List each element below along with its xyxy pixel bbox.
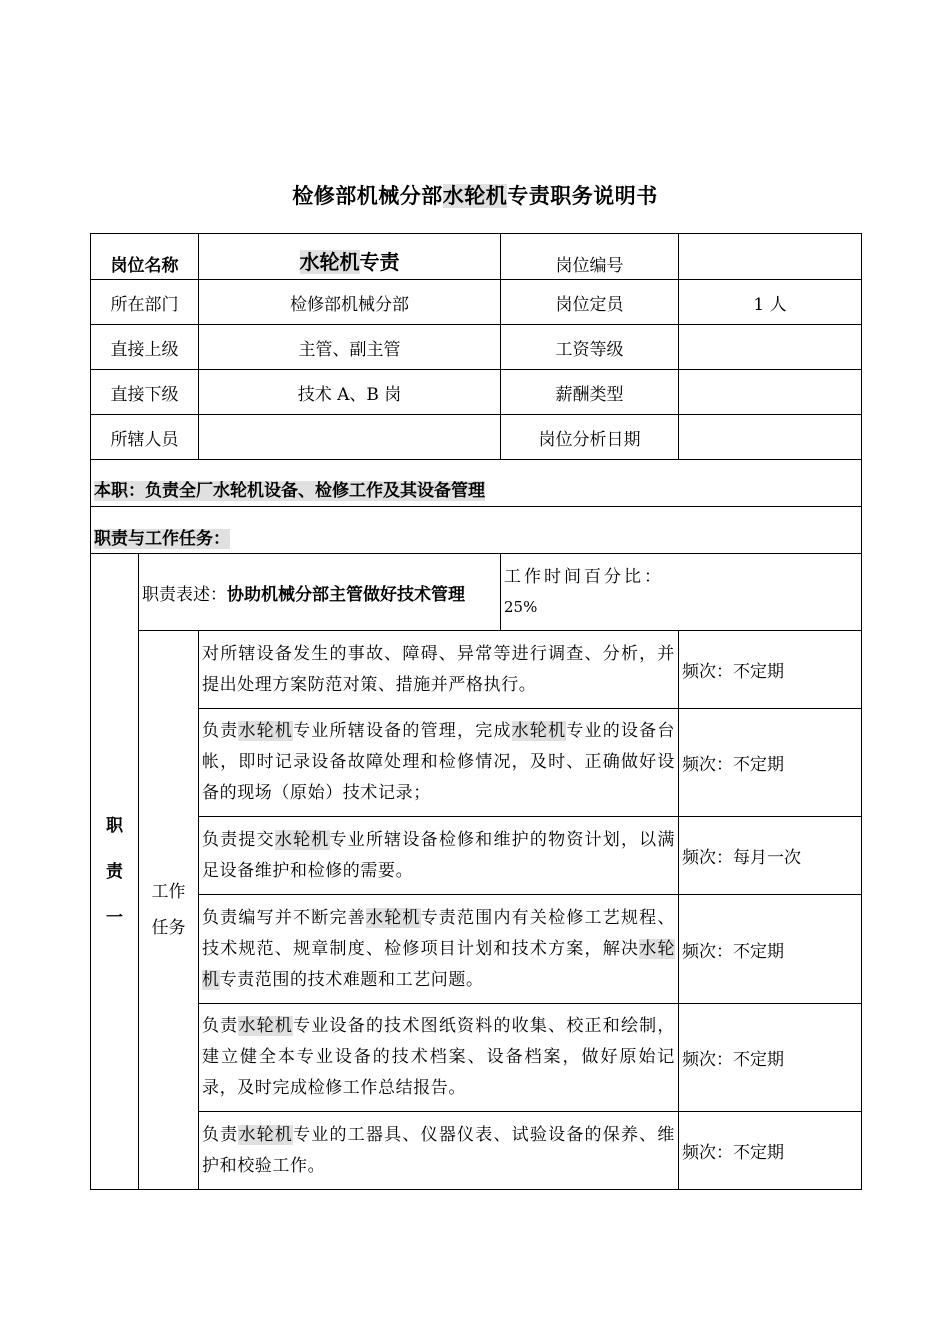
superior-value: 主管、副主管 <box>199 325 501 370</box>
job-description-table <box>90 233 862 1190</box>
code-value <box>679 234 862 280</box>
task-text-6 <box>199 1112 679 1190</box>
task-highlight: 水轮机 <box>238 1016 294 1036</box>
staff-label: 所辖人员 <box>91 415 199 460</box>
task-side-label <box>139 631 199 1190</box>
task-highlight: 水轮机 <box>238 1124 294 1145</box>
duty1-pct-label: 工作时间百分比： <box>504 567 664 587</box>
duty1-pct <box>501 554 862 631</box>
task-highlight: 水轮机 <box>274 829 330 850</box>
task-segment: 专业所辖设备的管理，完成 <box>293 721 512 741</box>
title-suffix: 专责职务说明书 <box>507 184 658 208</box>
duties-header-text: 职责与工作任务： <box>94 528 230 549</box>
task-row <box>91 631 862 709</box>
date-label: 岗位分析日期 <box>501 415 679 460</box>
task-row <box>91 817 862 895</box>
row-position-name <box>91 234 862 280</box>
page-title <box>0 180 950 210</box>
task-segment: 专业所辖设备检修和维护的物资计划，以满足设备维护和检修的需要。 <box>202 829 676 881</box>
duty1-side-char-2: 责 <box>106 861 123 882</box>
task-text-3 <box>199 817 679 895</box>
task-highlight: 水轮机 <box>365 907 421 928</box>
task-segment: 负责 <box>202 1016 239 1036</box>
duties-header <box>91 507 862 554</box>
task-row <box>91 1004 862 1112</box>
name-value-rest: 专责 <box>359 250 400 274</box>
code-label: 岗位编号 <box>501 234 679 280</box>
task-highlight: 水轮机 <box>511 721 567 741</box>
dept-label: 所在部门 <box>91 280 199 325</box>
headcount-value: 1 人 <box>679 280 862 325</box>
task-row <box>91 709 862 817</box>
row-duty1-desc <box>91 554 862 631</box>
row-duties-header <box>91 507 862 554</box>
duty1-side-char-1: 职 <box>106 815 123 836</box>
row-superior <box>91 325 862 370</box>
duty1-desc-value: 协助机械分部主管做好技术管理 <box>227 584 465 605</box>
task-text-2 <box>199 709 679 817</box>
task-side-line-1: 工作 <box>151 882 186 902</box>
duty1-side-label <box>91 554 139 1190</box>
name-value-highlight: 水轮机 <box>299 250 360 274</box>
task-text-5 <box>199 1004 679 1112</box>
headcount-label: 岗位定员 <box>501 280 679 325</box>
title-prefix: 检修部机械分部 <box>292 184 443 208</box>
duty1-desc <box>139 554 501 631</box>
duty-summary <box>91 460 862 507</box>
task-segment: 专业的工器具、仪器仪表、试验设备的保养、维护和校验工作。 <box>202 1124 675 1176</box>
grade-value <box>679 325 862 370</box>
grade-label: 工资等级 <box>501 325 679 370</box>
task-segment: 负责 <box>202 721 239 741</box>
task-segment: 专业设备的技术图纸资料的收集、校正和绘制，建立健全本专业设备的技术档案、设备档案，做好原始记录，及时完成检修工作总结报告。 <box>202 1016 675 1098</box>
task-segment: 专责范围的技术难题和工艺问题。 <box>219 969 484 990</box>
task-freq-5: 频次：不定期 <box>679 1004 862 1112</box>
task-side-line-2: 任务 <box>151 918 186 938</box>
task-freq-6: 频次：不定期 <box>679 1112 862 1190</box>
duty1-pct-value: 25% <box>504 598 538 616</box>
subordinate-value: 技术 A、B 岗 <box>199 370 501 415</box>
row-subordinate <box>91 370 862 415</box>
task-segment: 对所辖设备发生的事故、障碍、异常等进行调查、分析，并提出处理方案防范对策、措施并严格执行。 <box>202 643 675 695</box>
date-value <box>679 415 862 460</box>
task-highlight: 水轮机 <box>238 721 294 741</box>
name-label: 岗位名称 <box>91 234 199 280</box>
task-highlight: 水轮机 <box>202 938 676 990</box>
task-freq-2: 频次：不定期 <box>679 709 862 817</box>
name-value <box>199 234 501 280</box>
row-department <box>91 280 862 325</box>
task-segment: 负责提交 <box>202 829 275 850</box>
dept-value: 检修部机械分部 <box>199 280 501 325</box>
task-freq-4: 频次：不定期 <box>679 895 862 1004</box>
duty1-side-char-3: 一 <box>106 907 123 928</box>
pay-label: 薪酬类型 <box>501 370 679 415</box>
task-segment: 负责 <box>202 1124 239 1145</box>
superior-label: 直接上级 <box>91 325 199 370</box>
duty1-desc-label: 职责表述： <box>142 584 227 605</box>
task-freq-1: 频次：不定期 <box>679 631 862 709</box>
title-highlight: 水轮机 <box>442 184 508 208</box>
task-segment: 专业的设备台帐，即时记录设备故障处理和检修情况，及时、正确做好设备的现场（原始）技术记录； <box>202 721 675 803</box>
row-duty-summary <box>91 460 862 507</box>
task-text-1 <box>199 631 679 709</box>
pay-value <box>679 370 862 415</box>
task-freq-3: 频次：每月一次 <box>679 817 862 895</box>
task-segment: 负责编写并不断完善 <box>202 907 366 928</box>
task-row <box>91 1112 862 1190</box>
subordinate-label: 直接下级 <box>91 370 199 415</box>
duty-summary-text: 本职：负责全厂水轮机设备、检修工作及其设备管理 <box>94 480 485 501</box>
task-text-4 <box>199 895 679 1004</box>
staff-value <box>199 415 501 460</box>
row-staff <box>91 415 862 460</box>
task-segment: 专责范围内有关检修工艺规程、技术规范、规章制度、检修项目计划和技术方案，解决 <box>202 907 675 959</box>
task-row <box>91 895 862 1004</box>
